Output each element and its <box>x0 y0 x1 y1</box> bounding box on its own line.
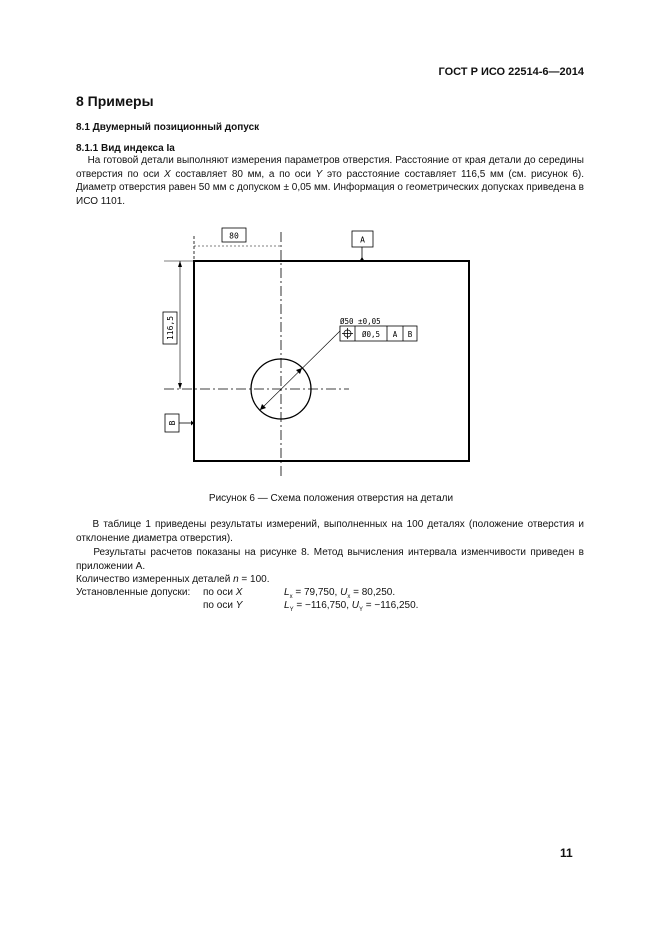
subsubsection-title: 8.1.1 Вид индекса Ia <box>76 143 175 154</box>
diameter-arrow-upper <box>296 368 302 374</box>
dim-y-arrow-bottom <box>178 383 182 389</box>
section-title: 8 Примеры <box>76 93 154 109</box>
row-y-l-symbol: L <box>284 600 290 611</box>
paragraph-3 <box>76 546 584 573</box>
frame-tolerance-value: Ø0,5 <box>361 330 381 339</box>
row-x-axis-symbol: X <box>235 587 243 598</box>
paragraph-1-part-b: составляет 80 мм, а по оси <box>170 168 316 180</box>
frame-datum-a: A <box>392 330 398 339</box>
diameter-label: Ø50 ±0,05 <box>340 317 381 326</box>
tolerances-label: Установленные допуски: <box>76 587 191 598</box>
paragraph-1-part-a: На готовой детали выполняют измерения параметров отверстия. Расстояние от края детали до середины отверстия по оси <box>76 155 584 180</box>
row-y-u-symbol: U <box>351 600 360 611</box>
row-y-l-subscript: Y <box>289 607 294 613</box>
axis-y-symbol: Y <box>315 168 323 180</box>
row-x-u-value: = 80,250. <box>350 587 396 598</box>
tolerance-frame <box>340 326 417 341</box>
part-outline <box>194 261 469 461</box>
row-x-axis-text: по оси <box>203 587 236 598</box>
tolerance-row-y-values <box>284 600 418 613</box>
row-x-l-value: = 79,750, <box>292 587 341 598</box>
row-x-u-subscript: x <box>347 594 351 600</box>
document-header: ГОСТ Р ИСО 22514-6—2014 <box>438 66 584 78</box>
row-y-u-value: = −116,250. <box>363 600 419 611</box>
paragraph-2-text: В таблице 1 приведены результаты измерений, выполненных на 100 деталях (положение отверстия и отклонение диаметра отверстия). <box>76 519 584 544</box>
dim-y-arrow-top <box>178 261 182 267</box>
row-y-l-value: = −116,750, <box>293 600 352 611</box>
datum-a-label: A <box>360 235 365 245</box>
tolerance-row-x-values <box>284 587 395 600</box>
row-y-axis-symbol: Y <box>235 600 243 611</box>
frame-datum-b: B <box>407 330 413 339</box>
paragraph-1-part-c: это расстояние составляет 116,5 мм (см. рисунок 6). Диаметр отверстия равен 50 мм с допуском ± 0,05 мм. Информация о геометрических допусках приведена в ИСО 1101. <box>76 168 584 207</box>
datum-b-label: B <box>168 420 177 426</box>
measured-count-text: Количество измеренных деталей <box>76 574 234 585</box>
dim-y-value: 116,5 <box>166 315 175 341</box>
n-symbol: n <box>233 574 239 585</box>
tolerance-row-x-axis <box>203 587 242 598</box>
row-x-u-symbol: U <box>340 587 348 598</box>
dim-x-value: 80 <box>229 231 239 241</box>
paragraph-2 <box>76 518 584 545</box>
page-number: 11 <box>560 846 573 860</box>
paragraph-3-text: Результаты расчетов показаны на рисунке 8. Метод вычисления интервала изменчивости приведен в приложении А. <box>76 547 584 572</box>
measured-count-value: = 100. <box>238 574 270 585</box>
row-y-u-subscript: Y <box>359 607 364 613</box>
subsection-title: 8.1 Двумерный позиционный допуск <box>76 122 260 133</box>
figure-caption: Рисунок 6 — Схема положения отверстия на детали <box>208 493 454 504</box>
measured-count-line <box>76 574 270 585</box>
axis-x-symbol: X <box>164 168 171 180</box>
row-y-axis-text: по оси <box>203 600 236 611</box>
tolerance-row-y-axis <box>203 600 242 611</box>
row-x-l-symbol: L <box>284 587 290 598</box>
datum-a-triangle <box>360 257 365 261</box>
row-x-l-subscript: x <box>289 594 293 600</box>
